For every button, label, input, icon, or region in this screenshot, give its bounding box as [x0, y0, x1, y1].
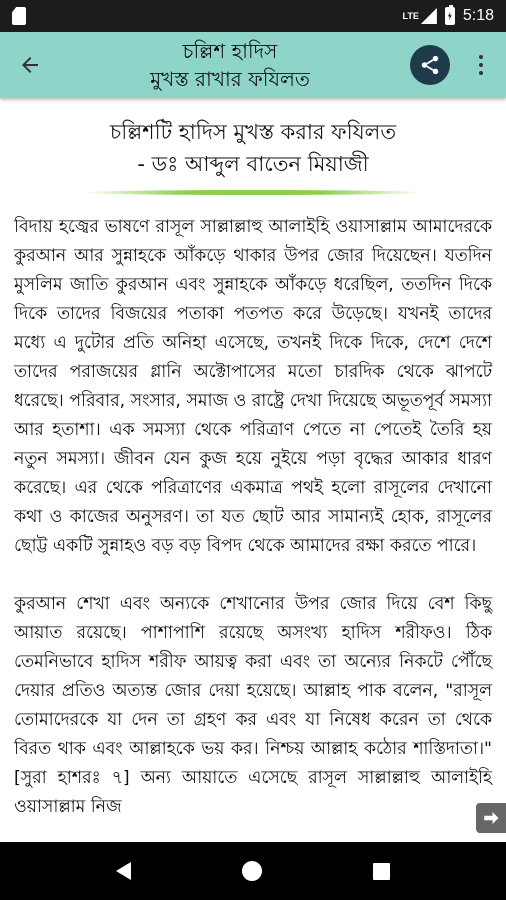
signal-icon	[421, 8, 437, 24]
sd-card-icon	[12, 7, 26, 25]
article-paragraph: বিদায় হজ্বের ভাষণে রাসূল সাল্লাল্লাহু আলাইহি ওয়াসাল্লাম আমাদেরকে কুরআন আর সুন্নাহকে আঁকড়ে থাকার উপর জোর দিয়েছেন। যতদিন মুসলিম জাতি কুরআন এবং সুন্নাহকে আঁকড়ে ধরেছিল, ততদিন দিকে দিকে তাদের বিজয়ের পতাকা পতপত করে উড়েছে। যখনই তাদের মধ্যে এ দুটোর প্রতি অনিহা এসেছে, তখনই দিকে দিকে, দেশে দেশে তাদের পরাজয়ের গ্লানি অক্টোপাসের মতো চারদিক থেকে ঝাপটে ধরেছে। পরিবার, সংসার, সমাজ ও রাষ্ট্রে দেখা দিয়েছে অভূতপূর্ব সমস্যা আর হতাশা। এক সমস্যা থেকে পরিত্রাণ পেতে না পেতেই তৈরি হয় নতুন সমস্যা। জীবন যেন কুজ হয়ে নুইয়ে পড়া বৃদ্ধের আকার ধারণ করেছে। এর থেকে পরিত্রাণের একমাত্র পথই হলো রাসূলের দেখানো কথা ও কাজের অনুসরণ। তা যত ছোট আর সামান্যই হোক, রাসূলের ছোট্ট একটি সুন্নাহও বড় বড় বিপদ থেকে আমাদের রক্ষা করতে পারে।	[14, 217, 492, 556]
app-bar	[0, 32, 506, 98]
app-title-line1: চল্লিশ হাদিস	[182, 39, 278, 63]
share-icon	[419, 54, 441, 76]
nav-home-icon[interactable]	[242, 861, 262, 881]
status-bar	[0, 0, 506, 32]
nav-back-icon[interactable]	[116, 862, 131, 880]
more-options-button[interactable]	[466, 45, 496, 85]
back-button[interactable]	[0, 32, 60, 98]
status-time: 5:18	[462, 7, 494, 24]
article-author: - ডঃ আব্দুল বাতেন মিয়াজী	[137, 152, 369, 176]
navigation-bar	[0, 842, 506, 900]
title-divider	[83, 190, 423, 195]
arrow-right-icon	[482, 809, 500, 827]
app-title-line2: মুখস্ত রাখার ফযিলত	[150, 67, 310, 91]
article-paragraph: কুরআন শেখা এবং অন্যকে শেখানোর উপর জোর দিয়ে বেশ কিছু আয়াত রয়েছে। পাশাপাশি রয়েছে অসংখ্য হাদিস শরীফও। ঠিক তেমনিভাবে হাদিস শরীফ আয়ত্ব করা এবং তা অন্যের নিকটে পৌঁছে দেয়ার প্রতিও অত্যন্ত জোর দেয়া হয়েছে। আল্লাহ পাক বলেন, "রাসূল তোমাদেরকে যা দেন তা গ্রহণ কর এবং যা নিষেধ করেন তা থেকে বিরত থাক এবং আল্লাহকে ভয় কর। নিশ্চয় আল্লাহ কঠোর শাস্তিদাতা।" [সুরা হাশরঃ ৭] অন্য আয়াতে এসেছে রাসূল সাল্লাল্লাহু আলাইহি ওয়াসাল্লাম নিজ	[14, 594, 492, 817]
battery-icon	[445, 7, 455, 25]
next-page-button[interactable]	[476, 803, 506, 833]
article-content[interactable]	[0, 98, 506, 842]
nav-recents-icon[interactable]	[373, 863, 390, 880]
article-title: চল্লিশটি হাদিস মুখস্ত করার ফযিলত	[109, 120, 397, 144]
more-vert-icon	[479, 55, 483, 59]
share-button[interactable]	[410, 45, 450, 85]
app-title	[60, 37, 410, 93]
network-type: LTE	[402, 11, 419, 21]
arrow-left-icon	[18, 53, 42, 77]
